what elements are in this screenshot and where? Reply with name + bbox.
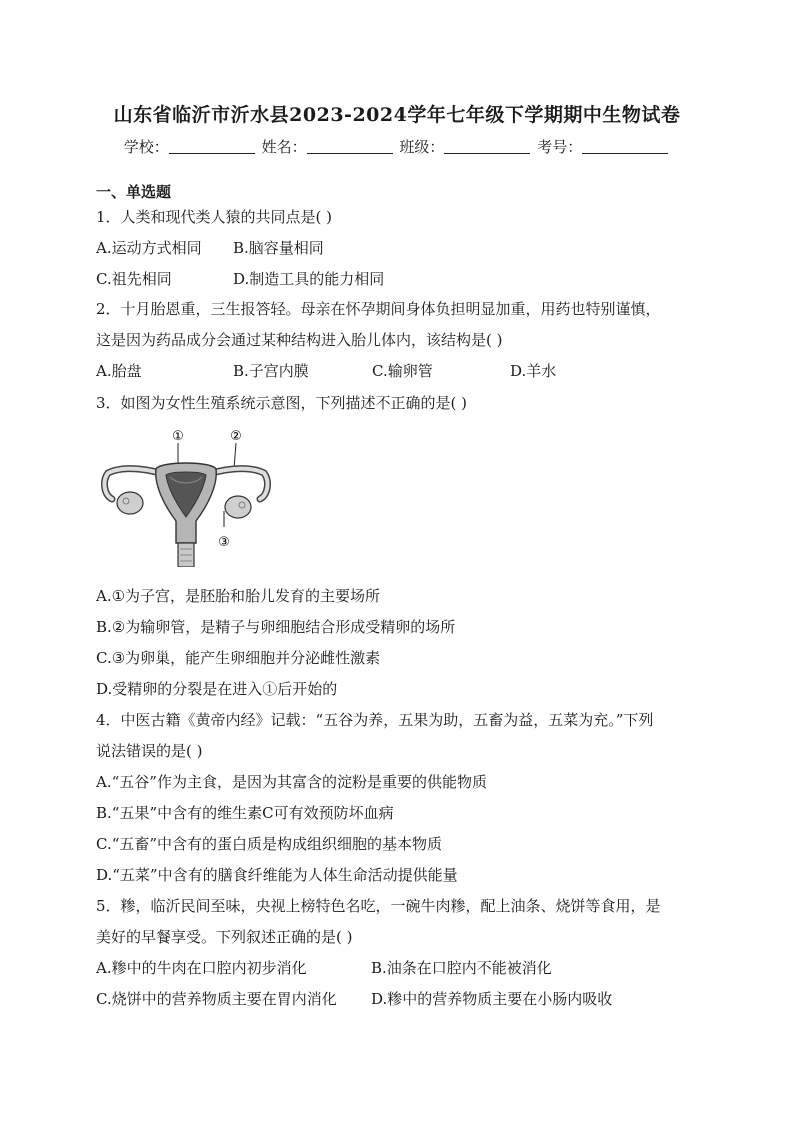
q4-option-a: A.“五谷”作为主食，是因为其富含的淀粉是重要的供能物质 <box>96 773 487 791</box>
q3-option-c: C.③为卵巢，能产生卵细胞并分泌雌性激素 <box>96 649 381 667</box>
name-label: 姓名： <box>261 138 307 156</box>
left-ovary <box>117 492 143 514</box>
q2-option-d: D.羊水 <box>510 362 557 380</box>
q1-option-b: B.脑容量相同 <box>233 239 324 257</box>
class-label: 班级： <box>399 138 445 156</box>
name-blank <box>307 139 393 154</box>
q3-option-b: B.②为输卵管，是精子与卵细胞结合形成受精卵的场所 <box>96 618 456 636</box>
label-3: ③ <box>218 535 230 550</box>
question-4-stem-line-1: 4．中医古籍《黄帝内经》记载：“五谷为养，五果为助，五畜为益，五菜为充。”下列 <box>96 711 654 729</box>
school-label: 学校： <box>123 138 169 156</box>
exam-no-blank <box>582 139 668 154</box>
right-ovary <box>225 496 251 518</box>
student-info-row <box>0 136 794 157</box>
q2-option-c: C.输卵管 <box>372 362 433 380</box>
q1-option-a: A.运动方式相同 <box>96 239 202 257</box>
q4-option-d: D.“五菜”中含有的膳食纤维能为人体生命活动提供能量 <box>96 866 458 884</box>
q2-option-b: B.子宫内膜 <box>233 362 309 380</box>
label-2-leader <box>234 443 236 469</box>
question-4-stem-line-2: 说法错误的是( ) <box>96 742 203 760</box>
question-3-stem: 3．如图为女性生殖系统示意图，下列描述不正确的是( ) <box>96 394 468 412</box>
q2-option-a: A.胎盘 <box>96 362 142 380</box>
q3-option-a: A.①为子宫，是胚胎和胎儿发育的主要场所 <box>96 587 381 605</box>
q5-option-d: D.糁中的营养物质主要在小肠内吸收 <box>371 990 613 1008</box>
label-2: ② <box>230 429 242 444</box>
question-1-stem: 1．人类和现代类人猿的共同点是( ) <box>96 208 333 226</box>
question-5-stem-line-1: 5．糁，临沂民间至味，央视上榜特色名吃，一碗牛肉糁，配上油条、烧饼等食用，是 <box>96 897 661 915</box>
exam-no-label: 考号： <box>537 138 583 156</box>
question-2-stem-line-1: 2．十月胎恩重，三生报答轻。母亲在怀孕期间身体负担明显加重，用药也特别谨慎， <box>96 300 661 318</box>
q5-option-b: B.油条在口腔内不能被消化 <box>371 959 552 977</box>
label-1: ① <box>172 429 184 444</box>
exam-title: 山东省临沂市沂水县2023-2024学年七年级下学期期中生物试卷 <box>113 104 681 126</box>
q4-option-b: B.“五果”中含有的维生素C可有效预防坏血病 <box>96 804 394 822</box>
q4-option-c: C.“五畜”中含有的蛋白质是构成组织细胞的基本物质 <box>96 835 443 853</box>
question-5-stem-line-2: 美好的早餐享受。下列叙述正确的是( ) <box>96 928 353 946</box>
q5-option-c: C.烧饼中的营养物质主要在胃内消化 <box>96 990 337 1008</box>
q1-option-c: C.祖先相同 <box>96 270 172 288</box>
q3-option-d: D.受精卵的分裂是在进入①后开始的 <box>96 680 338 698</box>
q1-option-d: D.制造工具的能力相同 <box>233 270 385 288</box>
question-2-stem-line-2: 这是因为药品成分会通过某种结构进入胎儿体内，该结构是( ) <box>96 331 503 349</box>
school-blank <box>169 139 255 154</box>
female-reproductive-system-diagram <box>100 425 272 567</box>
q5-option-a: A.糁中的牛肉在口腔内初步消化 <box>96 959 307 977</box>
section-heading: 一、单选题 <box>96 183 172 201</box>
class-blank <box>444 139 530 154</box>
